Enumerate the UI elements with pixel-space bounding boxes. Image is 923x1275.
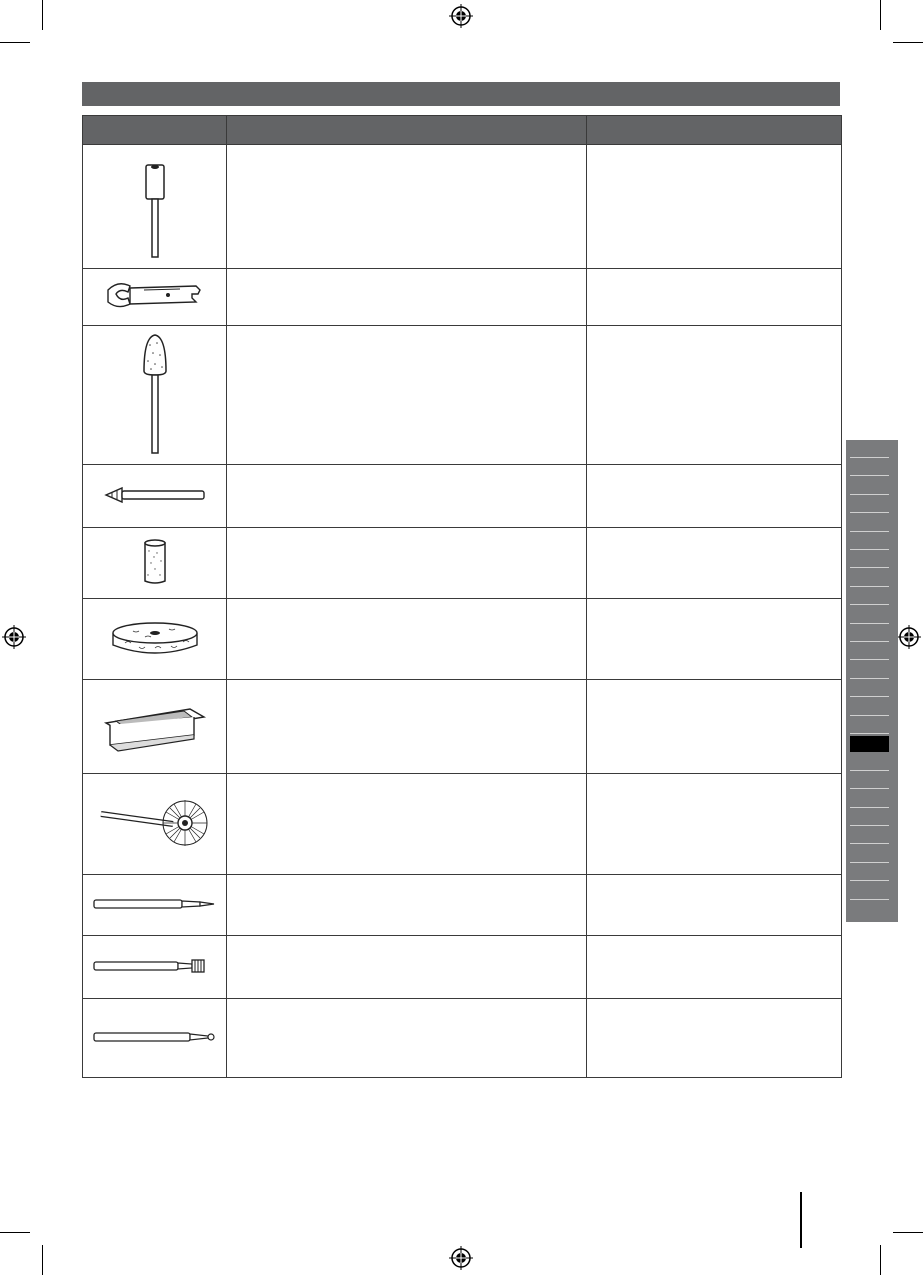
table-cell-name bbox=[227, 465, 587, 528]
table-row bbox=[83, 774, 842, 875]
table-row bbox=[83, 936, 842, 999]
side-tab-5[interactable] bbox=[850, 516, 889, 532]
table-cell-use bbox=[587, 528, 842, 599]
table-cell-use bbox=[587, 999, 842, 1078]
column-header-image bbox=[83, 116, 227, 145]
table-row bbox=[83, 326, 842, 465]
table-row bbox=[83, 528, 842, 599]
side-tab-12[interactable] bbox=[850, 644, 889, 660]
engraving-cutter-bit-icon bbox=[100, 480, 210, 510]
table-cell-name bbox=[227, 528, 587, 599]
table-cell-image bbox=[83, 936, 227, 999]
table-cell-name bbox=[227, 269, 587, 326]
side-tab-23[interactable] bbox=[850, 847, 889, 863]
side-tab-20[interactable] bbox=[850, 792, 889, 808]
table-cell-image bbox=[83, 145, 227, 269]
registration-mark-icon bbox=[449, 1246, 473, 1270]
table-cell-name bbox=[227, 774, 587, 875]
language-side-tabs bbox=[846, 440, 898, 922]
table-row bbox=[83, 680, 842, 774]
table-cell-name bbox=[227, 875, 587, 936]
side-tab-3[interactable] bbox=[850, 479, 889, 495]
table-cell-image bbox=[83, 680, 227, 774]
side-tab-8[interactable] bbox=[850, 571, 889, 587]
side-tab-21[interactable] bbox=[850, 810, 889, 826]
side-tab-6[interactable] bbox=[850, 534, 889, 550]
side-tab-22[interactable] bbox=[850, 828, 889, 844]
crop-mark-top-right-h bbox=[893, 42, 923, 43]
page-number-rule bbox=[800, 1192, 802, 1248]
table-cell-use bbox=[587, 936, 842, 999]
wire-wheel-brush-icon bbox=[95, 778, 215, 868]
column-header-name bbox=[227, 116, 587, 145]
table-cell-image bbox=[83, 326, 227, 465]
table-cell-use bbox=[587, 680, 842, 774]
table-cell-use bbox=[587, 875, 842, 936]
accessories-table bbox=[82, 115, 842, 1078]
table-cell-name bbox=[227, 936, 587, 999]
section-title-bar bbox=[82, 82, 840, 106]
crop-mark-top-left-v bbox=[42, 0, 43, 30]
table-header-row bbox=[83, 116, 842, 145]
sanding-sleeve-icon bbox=[135, 537, 175, 587]
side-tab-1[interactable] bbox=[850, 442, 889, 458]
registration-mark-icon bbox=[449, 4, 473, 28]
table-cell-name bbox=[227, 999, 587, 1078]
side-tab-13[interactable] bbox=[850, 663, 889, 679]
table-cell-use bbox=[587, 145, 842, 269]
table-row bbox=[83, 145, 842, 269]
felt-polishing-wheel-icon bbox=[105, 613, 205, 663]
cylinder-cutter-bit-icon bbox=[90, 954, 220, 978]
table-cell-image bbox=[83, 999, 227, 1078]
table-cell-name bbox=[227, 145, 587, 269]
pointed-engraving-bit-icon bbox=[90, 894, 220, 914]
table-cell-use bbox=[587, 465, 842, 528]
table-cell-image bbox=[83, 528, 227, 599]
crop-mark-bottom-left-h bbox=[0, 1232, 30, 1233]
table-row bbox=[83, 875, 842, 936]
side-tab-9[interactable] bbox=[850, 589, 889, 605]
side-tab-15[interactable] bbox=[850, 700, 889, 716]
table-cell-image bbox=[83, 774, 227, 875]
open-spanner-icon bbox=[100, 276, 210, 316]
table-row bbox=[83, 465, 842, 528]
table-cell-name bbox=[227, 599, 587, 680]
table-cell-use bbox=[587, 599, 842, 680]
crop-mark-top-left-h bbox=[0, 42, 30, 43]
table-row bbox=[83, 599, 842, 680]
table-cell-image bbox=[83, 599, 227, 680]
registration-mark-icon bbox=[897, 625, 921, 649]
crop-mark-bottom-right-h bbox=[893, 1232, 923, 1233]
table-cell-image bbox=[83, 269, 227, 326]
table-cell-image bbox=[83, 875, 227, 936]
side-tab-4[interactable] bbox=[850, 497, 889, 513]
crop-mark-top-right-v bbox=[880, 0, 881, 30]
ball-burr-bit-icon bbox=[90, 1027, 220, 1047]
registration-mark-icon bbox=[2, 625, 26, 649]
sanding-drum-bit-icon bbox=[135, 150, 175, 260]
side-tab-18[interactable] bbox=[850, 755, 889, 771]
grinding-stone-bit-icon bbox=[135, 331, 175, 456]
side-tab-10[interactable] bbox=[850, 608, 889, 624]
table-row bbox=[83, 999, 842, 1078]
table-cell-name bbox=[227, 326, 587, 465]
side-tab-17[interactable] bbox=[850, 736, 889, 752]
side-tab-24[interactable] bbox=[850, 865, 889, 881]
crop-mark-bottom-right-v bbox=[880, 1245, 881, 1275]
side-tab-16[interactable] bbox=[850, 718, 889, 734]
table-cell-name bbox=[227, 680, 587, 774]
side-tab-11[interactable] bbox=[850, 626, 889, 642]
column-header-use bbox=[587, 116, 842, 145]
table-cell-use bbox=[587, 326, 842, 465]
side-tab-14[interactable] bbox=[850, 681, 889, 697]
side-tab-7[interactable] bbox=[850, 552, 889, 568]
table-row bbox=[83, 269, 842, 326]
table-cell-use bbox=[587, 774, 842, 875]
side-tab-19[interactable] bbox=[850, 773, 889, 789]
crop-mark-bottom-left-v bbox=[42, 1245, 43, 1275]
table-cell-use bbox=[587, 269, 842, 326]
side-tab-2[interactable] bbox=[850, 460, 889, 476]
table-cell-image bbox=[83, 465, 227, 528]
side-tab-25[interactable] bbox=[850, 884, 889, 900]
storage-tray-icon bbox=[100, 695, 210, 755]
